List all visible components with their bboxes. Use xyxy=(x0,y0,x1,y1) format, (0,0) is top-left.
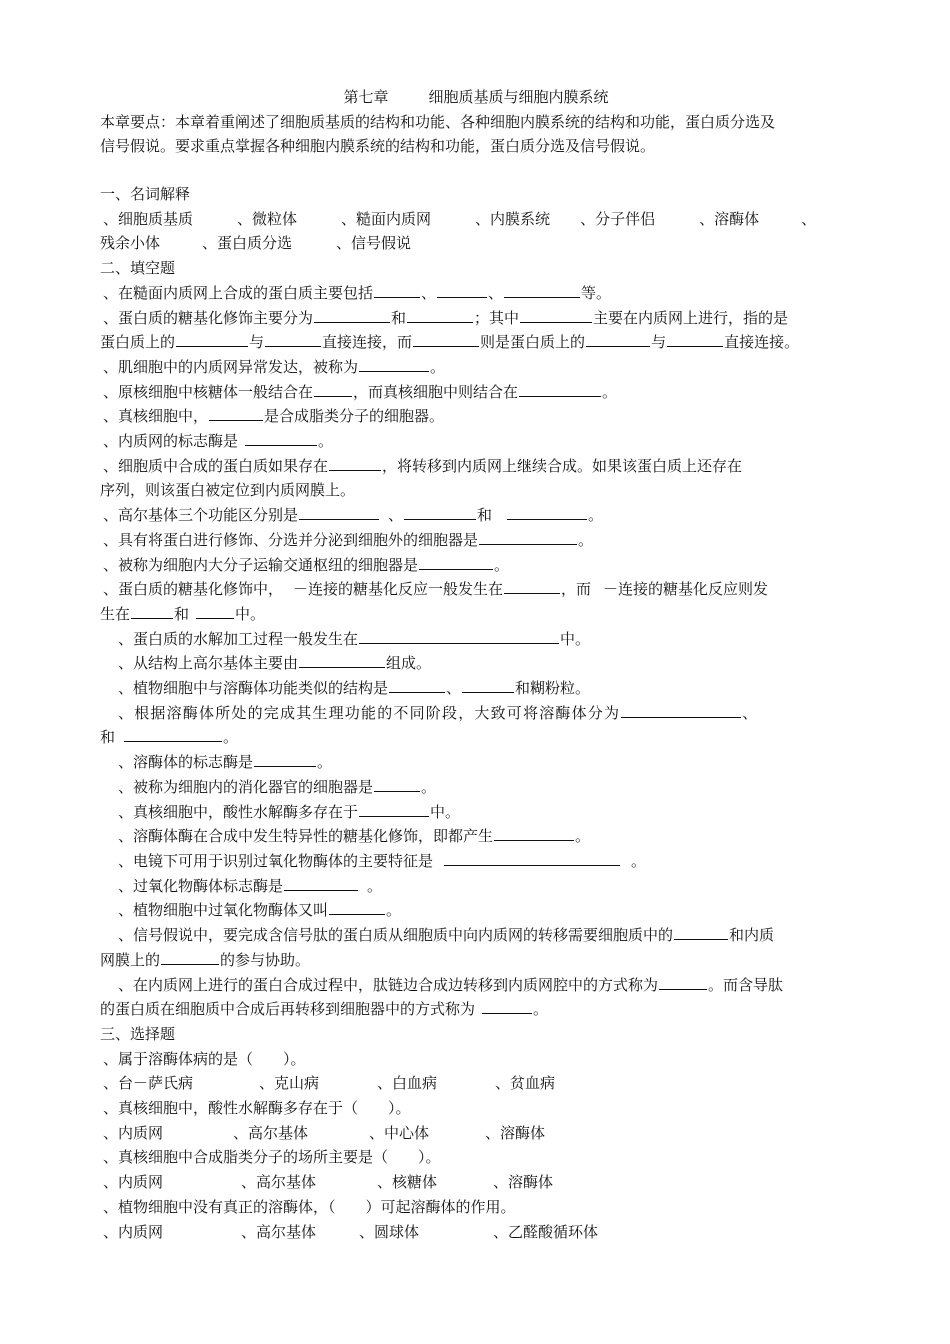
term-item: 、溶酶体 xyxy=(699,209,760,228)
question-text: 、根据溶酶体所处的完成其生理功能的不同阶段，大致可将溶酶体分为 xyxy=(118,703,621,722)
term-list-row-1 xyxy=(100,207,852,232)
choice-options-3 xyxy=(100,1170,852,1195)
question-text: 。 xyxy=(317,753,333,772)
answer-blank[interactable] xyxy=(196,604,234,619)
answer-blank[interactable] xyxy=(329,456,381,471)
section-heading-fill: 二、填空题 xyxy=(100,259,176,278)
answer-blank[interactable] xyxy=(507,505,587,520)
question-text: 。 xyxy=(602,382,618,401)
choice-question-2: 、真核细胞中，酸性水解酶多存在于（ ）。 xyxy=(103,1099,411,1118)
question-text: 等。 xyxy=(581,283,612,302)
fill-question-15-cont xyxy=(100,725,852,750)
term-item: 残余小体 xyxy=(100,234,161,253)
answer-blank[interactable] xyxy=(586,332,650,347)
question-text: 、真核细胞中，酸性水解酶多存在于 xyxy=(118,802,359,821)
question-text: 。 xyxy=(430,357,446,376)
answer-blank[interactable] xyxy=(299,653,385,668)
question-text: 与 xyxy=(651,333,667,352)
answer-blank[interactable] xyxy=(444,851,620,866)
choice-option[interactable]: 、中心体 xyxy=(369,1123,430,1142)
question-text: 、从结构上高尔基体主要由 xyxy=(118,654,299,673)
choice-question-1: 、属于溶酶体病的是（ ）。 xyxy=(103,1049,306,1068)
choice-option[interactable]: 、溶酶体 xyxy=(485,1123,546,1142)
term-item: 、细胞质基质 xyxy=(103,209,194,228)
fill-question-24-cont xyxy=(100,997,852,1022)
question-text: 中。 xyxy=(430,802,461,821)
fill-question-19 xyxy=(100,824,852,849)
choice-option[interactable]: 、台－萨氏病 xyxy=(103,1074,194,1093)
fill-question-2 xyxy=(100,306,852,331)
question-text: 、 xyxy=(421,283,437,302)
answer-blank[interactable] xyxy=(437,283,487,298)
fill-question-1 xyxy=(100,281,852,306)
chapter-title xyxy=(100,86,852,108)
fill-question-15 xyxy=(100,701,852,726)
answer-blank[interactable] xyxy=(245,431,317,446)
question-text: 、 xyxy=(742,703,759,722)
answer-blank[interactable] xyxy=(419,555,493,570)
term-item: 、蛋白质分选 xyxy=(202,234,293,253)
answer-blank[interactable] xyxy=(659,975,707,990)
question-text: 、真核细胞中， xyxy=(103,407,209,426)
fill-question-11-cont xyxy=(100,602,852,627)
answer-blank[interactable] xyxy=(462,678,514,693)
term-item: 、 xyxy=(801,209,817,228)
term-list-row-2 xyxy=(100,231,852,256)
choice-option[interactable]: 、高尔基体 xyxy=(241,1222,317,1241)
question-text: 、细胞质中合成的蛋白质如果存在 xyxy=(103,456,329,475)
question-text: ，而 xyxy=(561,580,592,599)
question-text: 组成。 xyxy=(386,654,432,673)
question-text: ；其中 xyxy=(474,308,520,327)
chapter-name: 细胞质基质与细胞内膜系统 xyxy=(428,88,609,106)
term-item: 、微粒体 xyxy=(237,209,298,228)
question-text: 直接连接。 xyxy=(724,333,800,352)
answer-blank[interactable] xyxy=(329,900,385,915)
fill-question-13 xyxy=(100,651,852,676)
question-text: －连接的糖基化反应则发 xyxy=(603,580,769,599)
term-item: 、糙面内质网 xyxy=(341,209,432,228)
choice-options-4 xyxy=(100,1220,852,1245)
question-text: 、高尔基体三个功能区分别是 xyxy=(103,506,299,525)
question-text: 、被称为细胞内大分子运输交通枢纽的细胞器是 xyxy=(103,555,419,574)
answer-blank[interactable] xyxy=(161,950,219,965)
question-text: 的蛋白质在细胞质中合成后再转移到细胞器中的方式称为 xyxy=(100,1000,476,1019)
question-text: 。 xyxy=(223,728,239,747)
choice-option[interactable]: 、克山病 xyxy=(259,1074,320,1093)
fill-question-23 xyxy=(100,923,852,948)
fill-question-21 xyxy=(100,874,852,899)
answer-blank[interactable] xyxy=(674,925,728,940)
fill-question-17 xyxy=(100,775,852,800)
fill-question-9 xyxy=(100,528,852,553)
choice-option[interactable]: 、乙醛酸循环体 xyxy=(493,1222,599,1241)
fill-question-12 xyxy=(100,627,852,652)
answer-blank[interactable] xyxy=(504,579,560,594)
question-text: 、溶酶体酶在合成中发生特异性的糖基化修饰，即都产生 xyxy=(118,827,494,846)
answer-blank[interactable] xyxy=(254,752,316,767)
document-page xyxy=(100,86,852,1244)
section-heading-terms: 一、名词解释 xyxy=(100,185,191,203)
question-text: 直接连接，而 xyxy=(322,333,413,352)
chapter-intro xyxy=(100,110,852,158)
question-text: 、在内质网上进行的蛋白合成过程中，肽链边合成边转移到内质网腔中的方式称为 xyxy=(118,975,659,994)
question-text: 则是蛋白质上的 xyxy=(480,333,586,352)
fill-question-4 xyxy=(100,380,852,405)
term-item: 、内膜系统 xyxy=(475,209,551,228)
question-text: 生在 xyxy=(100,604,131,623)
question-text: －连接的糖基化反应一般发生在 xyxy=(293,580,504,599)
question-text: 和 xyxy=(100,728,116,747)
section-heading-choice: 三、选择题 xyxy=(100,1024,176,1043)
answer-blank[interactable] xyxy=(407,308,473,323)
question-text: 。 xyxy=(386,901,402,920)
choice-options-1 xyxy=(100,1071,852,1096)
question-text: 、蛋白质的糖基化修饰主要分为 xyxy=(103,308,314,327)
choice-option[interactable]: 、白血病 xyxy=(377,1074,438,1093)
fill-question-6 xyxy=(100,429,852,454)
choice-question-4: 、植物细胞中没有真正的溶酶体，（ ）可起溶酶体的作用。 xyxy=(103,1197,516,1216)
question-text: 中。 xyxy=(235,604,266,623)
choice-options-2 xyxy=(100,1121,852,1146)
question-text: 网膜上的 xyxy=(100,950,161,969)
question-text: 、过氧化物酶体标志酶是 xyxy=(118,876,284,895)
fill-question-20 xyxy=(100,849,852,874)
fill-question-24 xyxy=(100,973,852,998)
question-text: 、电镜下可用于识别过氧化物酶体的主要特征是 xyxy=(118,851,434,870)
answer-blank[interactable] xyxy=(124,727,222,742)
question-text: 。 xyxy=(533,1000,549,1019)
term-item: 、分子伴侣 xyxy=(580,209,656,228)
answer-blank[interactable] xyxy=(314,308,390,323)
fill-question-16 xyxy=(100,750,852,775)
choice-option[interactable]: 、核糖体 xyxy=(377,1173,438,1192)
choice-option[interactable]: 、贫血病 xyxy=(495,1074,556,1093)
chapter-number: 第七章 xyxy=(343,88,389,106)
answer-blank[interactable] xyxy=(621,703,741,718)
question-text: 、植物细胞中与溶酶体功能类似的结构是 xyxy=(118,679,389,698)
fill-question-18 xyxy=(100,800,852,825)
question-text: 、肌细胞中的内质网异常发达，被称为 xyxy=(103,357,359,376)
choice-option[interactable]: 、高尔基体 xyxy=(241,1173,317,1192)
question-text: 。 xyxy=(421,777,437,796)
fill-question-2-cont xyxy=(100,330,852,355)
question-text: 、溶酶体的标志酶是 xyxy=(118,753,254,772)
question-text: 和糊粉粒。 xyxy=(515,679,591,698)
choice-option[interactable]: 、高尔基体 xyxy=(233,1123,309,1142)
answer-blank[interactable] xyxy=(404,505,476,520)
fill-question-5 xyxy=(100,404,852,429)
fill-question-11 xyxy=(100,577,852,602)
fill-question-22 xyxy=(100,898,852,923)
question-text: ，而真核细胞中则结合在 xyxy=(353,382,519,401)
question-text: 中。 xyxy=(560,629,591,648)
choice-option[interactable]: 、溶酶体 xyxy=(493,1173,554,1192)
question-text: 、在糙面内质网上合成的蛋白质主要包括 xyxy=(103,283,374,302)
choice-question-3: 、真核细胞中合成脂类分子的场所主要是（ ）。 xyxy=(103,1148,441,1167)
answer-blank[interactable] xyxy=(389,678,445,693)
fill-question-10 xyxy=(100,553,852,578)
question-text: 。 xyxy=(367,876,383,895)
question-text: 、被称为细胞内的消化器官的细胞器是 xyxy=(118,777,374,796)
fill-question-14 xyxy=(100,676,852,701)
question-text: 、原核细胞中核糖体一般结合在 xyxy=(103,382,314,401)
answer-blank[interactable] xyxy=(520,308,592,323)
question-text: 。 xyxy=(494,555,510,574)
answer-blank[interactable] xyxy=(359,629,559,644)
question-text: 。 xyxy=(631,851,647,870)
fill-question-23-cont xyxy=(100,948,852,973)
term-item: 、信号假说 xyxy=(336,234,412,253)
question-text: 和 xyxy=(391,308,407,327)
question-text: 、植物细胞中过氧化物酶体又叫 xyxy=(118,901,329,920)
answer-blank[interactable] xyxy=(131,604,173,619)
question-text: 和 xyxy=(174,604,190,623)
answer-blank[interactable] xyxy=(479,530,577,545)
answer-blank[interactable] xyxy=(667,332,723,347)
answer-blank[interactable] xyxy=(209,406,263,421)
answer-blank[interactable] xyxy=(314,382,352,397)
choice-option[interactable]: 、内质网 xyxy=(103,1123,164,1142)
question-text: 的参与协助。 xyxy=(220,950,311,969)
answer-blank[interactable] xyxy=(504,283,580,298)
fill-question-8 xyxy=(100,503,852,528)
answer-blank[interactable] xyxy=(494,826,574,841)
question-text: 、信号假说中，要完成含信号肽的蛋白质从细胞质中向内质网的转移需要细胞质中的 xyxy=(118,926,674,945)
question-text: 、 xyxy=(446,679,462,698)
answer-blank[interactable] xyxy=(284,876,358,891)
question-text: 、 xyxy=(488,283,504,302)
question-text: 和 xyxy=(477,506,493,525)
fill-question-3 xyxy=(100,355,852,380)
question-text: 、 xyxy=(388,506,404,525)
answer-blank[interactable] xyxy=(359,357,429,372)
question-text: 。 xyxy=(318,432,334,451)
choice-option[interactable]: 、圆球体 xyxy=(359,1222,420,1241)
question-text: 、蛋白质的糖基化修饰中， xyxy=(103,580,284,599)
question-text: 主要在内质网上进行，指的是 xyxy=(593,308,789,327)
answer-blank[interactable] xyxy=(413,332,479,347)
answer-blank[interactable] xyxy=(299,505,379,520)
question-text: 是合成脂类分子的细胞器。 xyxy=(264,407,445,426)
answer-blank[interactable] xyxy=(176,332,248,347)
intro-line-1: 本章要点：本章着重阐述了细胞质基质的结构和功能、各种细胞内膜系统的结构和功能，蛋白质分选及 xyxy=(100,113,776,131)
question-text: 、内质网的标志酶是 xyxy=(103,432,239,451)
question-text: 。 xyxy=(575,827,591,846)
question-text: 。而含导肽 xyxy=(708,975,784,994)
question-text: 、具有将蛋白进行修饰、分选并分泌到细胞外的细胞器是 xyxy=(103,530,479,549)
question-text: 。 xyxy=(588,506,604,525)
answer-blank[interactable] xyxy=(359,802,429,817)
question-text: 。 xyxy=(578,530,594,549)
choice-option[interactable]: 、内质网 xyxy=(103,1222,164,1241)
question-text: 蛋白质上的 xyxy=(100,333,176,352)
fill-question-7 xyxy=(100,454,852,479)
question-text: 与 xyxy=(249,333,265,352)
answer-blank[interactable] xyxy=(374,777,420,792)
choice-option[interactable]: 、内质网 xyxy=(103,1173,164,1192)
answer-blank[interactable] xyxy=(265,332,321,347)
fill-question-7-cont: 序列，则该蛋白被定位到内质网膜上。 xyxy=(100,481,356,500)
question-text: ，将转移到内质网上继续合成。如果该蛋白质上还存在 xyxy=(382,456,743,475)
answer-blank[interactable] xyxy=(374,283,420,298)
question-text: 和内质 xyxy=(729,926,775,945)
answer-blank[interactable] xyxy=(482,999,532,1014)
question-text: 、蛋白质的水解加工过程一般发生在 xyxy=(118,629,359,648)
intro-line-2: 信号假说。要求重点掌握各种细胞内膜系统的结构和功能，蛋白质分选及信号假说。 xyxy=(100,137,656,155)
answer-blank[interactable] xyxy=(519,382,601,397)
